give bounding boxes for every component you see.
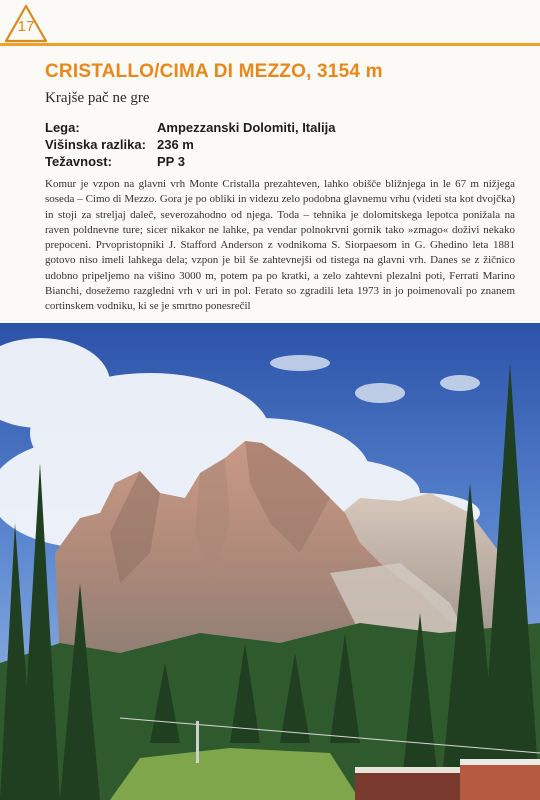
- route-subtitle: Krajše pač ne gre: [45, 90, 150, 106]
- route-info: [45, 119, 335, 170]
- info-row-difficulty: [45, 153, 335, 170]
- info-label: Višinska razlika:: [45, 137, 146, 152]
- info-value: Ampezzanski Dolomiti, Italija: [157, 120, 336, 135]
- info-row-location: [45, 119, 335, 136]
- mountain-illustration: [0, 323, 540, 800]
- body-paragraph: Komur je vzpon na glavni vrh Monte Cristalla prezahteven, lahko obišče bližnjega in le 67 m nižjega soseda – Cimo di Mezzo. Gora je po obliki in videzu zelo podobna glavnemu vrhu (videti sta kot dvojčka) in stoji za streljaj daleč, severozahodno od njega. Toda – tehnika je dolomitskega lepotca ponižala na raven poldnevne ture; sicer nikakor ne lahke, pa vendar polnokrvni gornik tako »zmago« doživi nekako prepoceni. Prvopristopniki J. Stafford Anderson z vodnikoma S. Siorpaesom in G. Ghedino leta 1881 gotovo niso imeli lahkega dela; vzpon je bil še zahtevnejši od tistega na glavni vrh. Danes se z žičnico udobno pripeljemo na višino 3000 m, potem pa po kratki, a zelo zahtevni plezalni poti, Ferrati Marino Bianchi, dosežemo razgledni vrh v uri in pol. Ferato so zgradili leta 1973 in jo poimenovali po znanem cortinskem vodniku, ki se je smrtno ponesrečil: [45, 178, 515, 313]
- route-title: CRISTALLO/CIMA DI MEZZO, 3154 m: [45, 61, 383, 82]
- body-text: [45, 177, 515, 315]
- info-label: Težavnost:: [45, 154, 112, 169]
- info-label: Lega:: [45, 120, 80, 135]
- info-value: PP 3: [157, 154, 185, 169]
- info-value: 236 m: [157, 137, 194, 152]
- mountain-photo: [0, 323, 540, 800]
- info-row-elevation: [45, 136, 335, 153]
- top-rule: [0, 43, 540, 46]
- page-number-badge: [4, 3, 48, 43]
- page-number: 17: [17, 18, 35, 35]
